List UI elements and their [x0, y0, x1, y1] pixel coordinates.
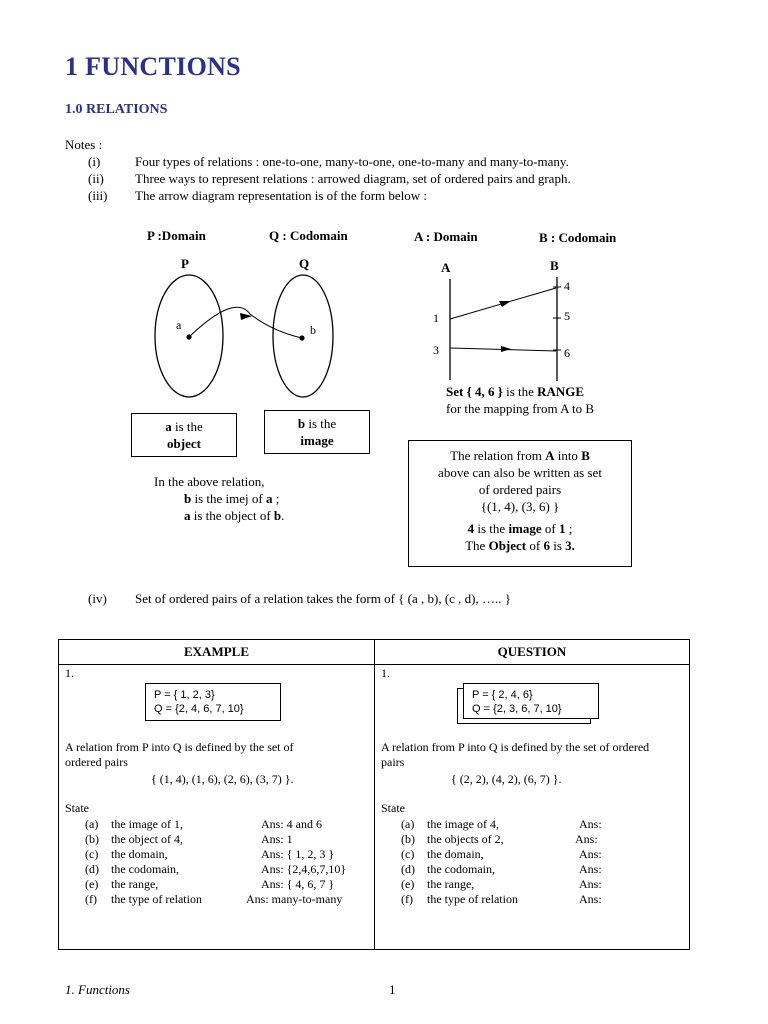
question-label: (e)	[401, 877, 415, 891]
text: .	[281, 508, 285, 523]
answer-text: Ans:	[575, 832, 598, 846]
set-q-label: Q	[299, 256, 310, 271]
question-text: the type of relation	[111, 892, 202, 906]
column-header: QUESTION	[375, 640, 690, 665]
range-word: RANGE	[537, 384, 585, 399]
range-set: Set { 4, 6 }	[446, 384, 503, 399]
bold-term: b	[184, 491, 192, 506]
element-a: a	[176, 318, 182, 332]
answer-text: Ans:	[579, 817, 602, 831]
set-q: Q = {2, 4, 6, 7, 10}	[154, 703, 244, 715]
text: The relation from	[450, 448, 546, 463]
mapping-arrow	[189, 307, 302, 338]
item-number: 1.	[381, 666, 390, 680]
question-text: the domain,	[427, 847, 484, 861]
question-text: the image of 1,	[111, 817, 183, 831]
relation-description	[65, 740, 294, 770]
text: ;	[565, 521, 573, 536]
note-text: The arrow diagram representation is of the form below :	[135, 188, 428, 203]
answer-text: Ans: 1	[261, 832, 293, 846]
notes-label: Notes :	[65, 137, 103, 152]
answer-text: Ans:	[579, 862, 602, 876]
codomain-label: Q : Codomain	[269, 228, 348, 243]
image-box-text: is the	[305, 416, 337, 431]
sets-box	[463, 683, 599, 719]
text: is the object of	[190, 508, 274, 523]
set-b-label: B	[550, 258, 559, 273]
footer-chapter: 1. Functions	[65, 982, 130, 997]
question-text: the type of relation	[427, 892, 518, 906]
example-question-table	[58, 639, 690, 950]
object-letter: a	[165, 419, 172, 434]
note-number: (ii)	[88, 171, 104, 186]
object-box-text: is the	[171, 419, 203, 434]
page-number: 1	[389, 982, 396, 997]
question-label: (a)	[85, 817, 99, 831]
text: ;	[272, 491, 280, 506]
image-box	[264, 410, 370, 454]
bold-term: 6	[543, 538, 550, 553]
question-text: the object of 4,	[111, 832, 183, 846]
bold-term: 1	[559, 521, 566, 536]
object-word: object	[167, 436, 201, 451]
explanation-line	[154, 507, 284, 524]
answer-text: Ans: many-to-many	[246, 892, 343, 906]
range-note	[446, 383, 594, 417]
b-value: 4	[564, 279, 570, 293]
ordered-pairs: {(1, 4), (3, 6) }	[480, 499, 560, 514]
relation-explanation	[154, 473, 284, 524]
note-number: (iii)	[88, 188, 108, 203]
text: is the	[474, 521, 509, 536]
state-label: State	[381, 801, 405, 815]
question-cell	[375, 665, 690, 950]
question-label: (a)	[401, 817, 415, 831]
object-box	[131, 413, 237, 457]
answer-text: Ans: { 1, 2, 3 }	[261, 847, 335, 861]
question-label: (f)	[85, 892, 97, 906]
question-text: the range,	[111, 877, 159, 891]
answer-text: Ans: {2,4,6,7,10}	[261, 862, 347, 876]
b-value: 6	[564, 346, 570, 360]
text: is the	[502, 384, 538, 399]
question-text: the codomain,	[427, 862, 495, 876]
question-label: (b)	[85, 832, 99, 846]
note-text: Three ways to represent relations : arrowed diagram, set of ordered pairs and graph.	[135, 171, 571, 186]
note-text: Four types of relations : one-to-one, many-to-one, one-to-many and many-to-many.	[135, 154, 569, 169]
answer-text: Ans: 4 and 6	[261, 817, 322, 831]
text: is	[549, 538, 566, 553]
text: into	[554, 448, 582, 463]
set-q: Q = {2, 3, 6, 7, 10}	[472, 703, 562, 715]
sets-box	[145, 683, 281, 721]
bold-term: 3.	[565, 538, 575, 553]
set-p: P = { 2, 4, 6}	[472, 689, 533, 701]
text: A relation from P into Q is defined by the set of ordered	[381, 740, 650, 754]
ordered-pairs-box	[408, 440, 632, 567]
question-label: (c)	[85, 847, 99, 861]
note-number: (i)	[88, 154, 101, 169]
note-number: (iv)	[88, 591, 107, 606]
ordered-pairs: { (2, 2), (4, 2), (6, 7) }.	[451, 772, 562, 786]
answer-text: Ans:	[579, 892, 602, 906]
image-word: image	[300, 433, 334, 448]
page-title: 1 FUNCTIONS	[65, 52, 241, 81]
bold-term: a	[184, 508, 191, 523]
bold-term: image	[508, 521, 542, 536]
text: A relation from P into Q is defined by the set of	[65, 740, 294, 754]
text: above can also be written as set	[438, 465, 602, 480]
bold-term: Object	[488, 538, 527, 553]
domain-label: A : Domain	[414, 229, 478, 244]
domain-label: P :Domain	[147, 228, 206, 243]
item-number: 1.	[65, 666, 74, 680]
question-label: (e)	[85, 877, 99, 891]
question-label: (d)	[85, 862, 99, 876]
bold-term: a	[265, 491, 273, 506]
text: pairs	[381, 755, 405, 769]
set-p-label: P	[181, 256, 189, 271]
bold-term: B	[581, 448, 590, 463]
example-cell	[59, 665, 375, 950]
answer-text: Ans:	[579, 847, 602, 861]
text: The	[465, 538, 489, 553]
column-header: EXAMPLE	[59, 640, 375, 665]
question-label: (d)	[401, 862, 415, 876]
range-note-line: for the mapping from A to B	[446, 401, 595, 416]
codomain-label: B : Codomain	[539, 230, 617, 245]
a-value: 3	[433, 343, 439, 357]
bold-term: 4	[467, 521, 475, 536]
explanation-line: In the above relation,	[154, 474, 265, 489]
b-value: 5	[564, 309, 570, 323]
section-heading: 1.0 RELATIONS	[65, 102, 168, 117]
question-text: the range,	[427, 877, 475, 891]
question-label: (b)	[401, 832, 415, 846]
text: of	[526, 538, 544, 553]
text: is the imej of	[191, 491, 266, 506]
question-text: the domain,	[111, 847, 168, 861]
image-letter: b	[297, 416, 306, 431]
text: ordered pairs	[65, 755, 128, 769]
note-text: Set of ordered pairs of a relation takes the form of { (a , b), (c , d), ….. }	[135, 591, 511, 606]
question-label: (f)	[401, 892, 413, 906]
answer-text: Ans:	[579, 877, 602, 891]
question-text: the objects of 2,	[427, 832, 504, 846]
question-text: the image of 4,	[427, 817, 499, 831]
ordered-pairs: { (1, 4), (1, 6), (2, 6), (3, 7) }.	[151, 772, 294, 786]
text: of ordered pairs	[478, 482, 562, 497]
state-label: State	[65, 801, 89, 815]
set-a-label: A	[441, 260, 451, 275]
bold-term: A	[545, 448, 555, 463]
explanation-line	[154, 490, 284, 507]
relation-description	[381, 740, 649, 770]
question-text: the codomain,	[111, 862, 179, 876]
a-value: 1	[433, 311, 439, 325]
question-label: (c)	[401, 847, 415, 861]
text: of	[541, 521, 559, 536]
bold-term: b	[273, 508, 282, 523]
answer-text: Ans: { 4, 6, 7 }	[261, 877, 335, 891]
element-b: b	[310, 323, 316, 337]
set-p: P = { 1, 2, 3}	[154, 689, 215, 701]
